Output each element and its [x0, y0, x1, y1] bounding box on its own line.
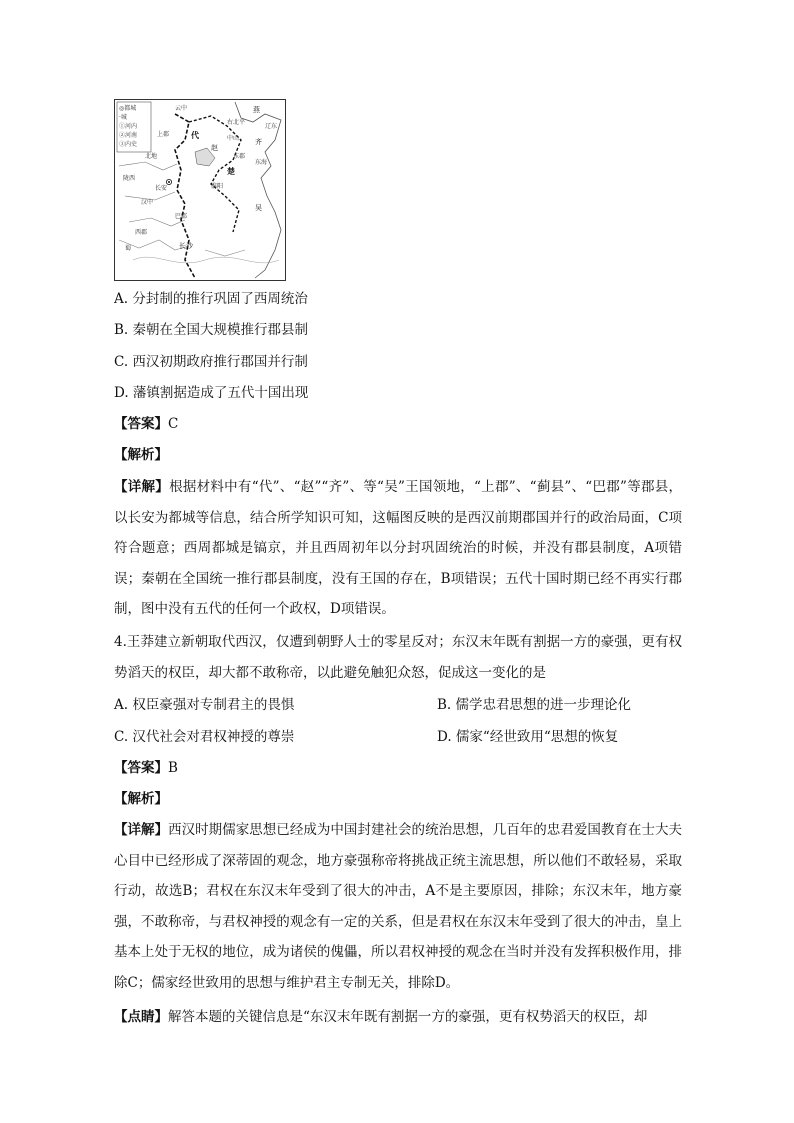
- map-label: 长安: [155, 185, 168, 192]
- q4-option-d: D. 儒家“经世致用“思想的恢复: [437, 729, 619, 745]
- map-label: 云中: [175, 105, 188, 112]
- tip-text: 解答本题的关键信息是“东汉末年既有割据一方的豪强，更有权势滔天的权臣，却: [168, 1009, 648, 1025]
- detail-text: 西汉时期儒家思想已经成为中国封建社会的统治思想，几百年的忠君爱国教育在士大夫心目中已经形成了深蒂固的观念，地方豪强称帝将挑战正统主流思想，所以他们不敢轻易，采取行动，故选B；君权在东汉末年受到了很大的冲击，A不是主要原因，排除；东汉末年，地方豪强，不敢称帝，与君权神授的观念有一定的关系，但是君权在东汉末年受到了很大的冲击，皇上基本上处于无权的地位，成为诸侯的傀儡，所以君权神授的观念在当时并没有发挥积极作用，排除C；儒家经世致用的思想与维护君主专制无关，排除D。: [114, 822, 683, 991]
- map-label: 右北平: [227, 119, 246, 126]
- q3-option-d: D. 藩镇割据造成了五代十国出现: [114, 385, 309, 401]
- answer-value: C: [168, 416, 179, 432]
- legend-henan: ②河南: [119, 132, 138, 139]
- q3-analysis-label: 【解析】: [114, 447, 168, 463]
- map-label: 上郡: [157, 131, 170, 138]
- map-label: 东海: [255, 159, 268, 166]
- answer-label: 【答案】: [114, 416, 168, 432]
- q4-option-a: A. 权臣豪强对专制君主的畏惧: [114, 697, 295, 713]
- q3-option-c: C. 西汉初期政府推行郡国并行制: [114, 354, 308, 370]
- map-label: 吴: [255, 204, 262, 212]
- map-label: 中山: [227, 135, 240, 142]
- map-label: 楚: [227, 166, 235, 176]
- q4-stem: 4.王莽建立新朝取代西汉，仅遭到朝野人士的零星反对；东汉末年既有割据一方的豪强，更有权势滔天的权臣，却大都不敢称帝，以此避免触犯众怒，促成这一变化的是: [114, 634, 682, 681]
- legend-capital: ◎都城: [119, 105, 137, 112]
- map-label: 齐: [255, 138, 262, 146]
- q4-option-c: C. 汉代社会对君权神授的尊崇: [114, 729, 295, 745]
- legend-henei: ①河内: [119, 123, 138, 130]
- answer-label: 【答案】: [114, 760, 168, 776]
- map-label: 汉中: [141, 199, 154, 206]
- map-label: 陇西: [123, 175, 136, 182]
- q3-answer: [114, 414, 178, 434]
- answer-value: B: [168, 760, 178, 776]
- map-label: 西郡: [135, 229, 148, 236]
- map-label: 淮阳: [211, 183, 224, 190]
- q4-detail: [114, 815, 682, 999]
- map-label: 辽东: [265, 123, 278, 130]
- q3-option-a: A. 分封制的推行巩固了西周统治: [114, 291, 308, 307]
- q3-option-b: B. 秦朝在全国大规模推行郡县制: [114, 322, 309, 338]
- map-label: 巴郡: [175, 213, 188, 220]
- map-label: 蜀: [125, 245, 132, 252]
- map-label: 北地: [145, 153, 158, 160]
- map-label: 东郡: [233, 153, 246, 160]
- detail-text: 根据材料中有“代”、“赵”“齐”、等“吴”王国领地，“上郡”、“蓟县”、“巴郡”等郡县，以长安为都城等信息，结合所学知识可知，这幅图反映的是西汉前期郡国并行的政治局面，C项符合题意；西周都城是镐京，并且西周初年以分封巩固统治的时候，并没有郡县制度，A项错误；秦朝在全国统一推行郡县制度，没有王国的存在，B项错误；五代十国时期已经不再实行郡制，图中没有五代的任何一个政权，D项错误。: [114, 479, 682, 618]
- map-label: 燕: [253, 106, 260, 114]
- q3-detail: [114, 472, 682, 625]
- legend-neishi: ③内史: [119, 141, 138, 148]
- map-drawing: [115, 100, 285, 280]
- legend-city: ·城: [119, 114, 127, 121]
- q4-answer: [114, 758, 178, 778]
- detail-label: 【详解】: [114, 479, 170, 495]
- map-label: 赵: [211, 144, 218, 152]
- q4-option-b: B. 儒学忠君思想的进一步理论化: [437, 697, 632, 713]
- historical-map: [114, 99, 286, 281]
- map-label: 代: [191, 130, 199, 140]
- q4-tip: [114, 1002, 682, 1033]
- q4-analysis-label: 【解析】: [114, 791, 168, 807]
- detail-label: 【详解】: [114, 822, 169, 838]
- map-label: 长沙: [179, 242, 193, 250]
- tip-label: 【点睛】: [114, 1009, 168, 1025]
